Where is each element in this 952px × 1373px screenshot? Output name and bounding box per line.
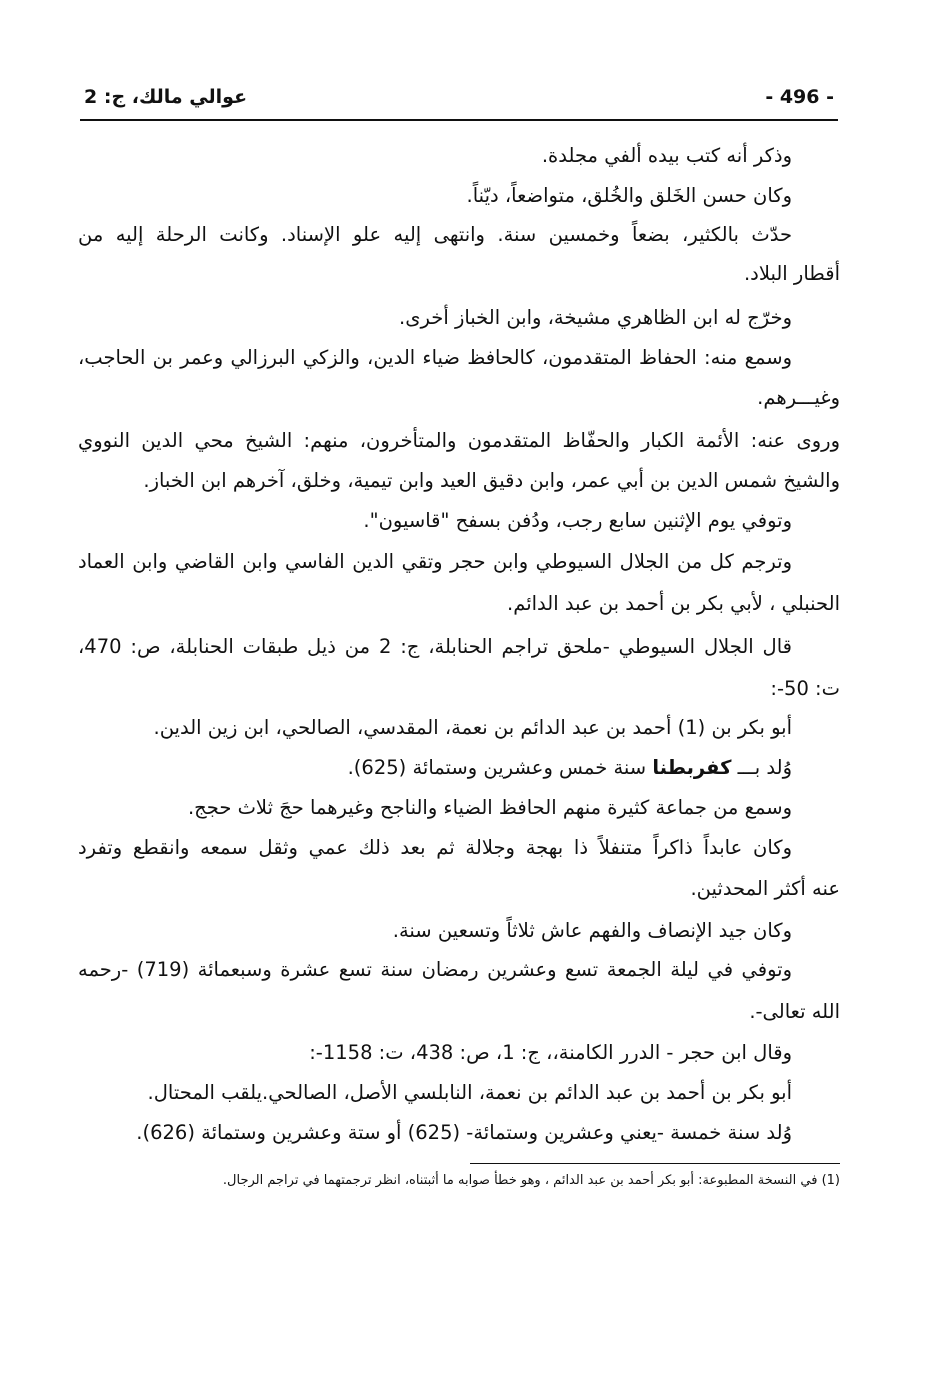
text-line [348,756,792,779]
text-line: وتوفي يوم الإثنين سابع رجب، ودُفن بسفح "قاسيون". [363,509,792,532]
text-line: الحنبلي ، لأبي بكر بن أحمد بن عبد الدائم. [507,592,840,615]
text-line: وغيـــرهم. [757,386,840,409]
text-line: أبو بكر بن (1) أحمد بن عبد الدائم بن نعمة، المقدسي، الصالحي، ابن زين الدين. [153,716,792,739]
footnote-rule [470,1163,840,1164]
text-line: وكان عابداً ذاكراً متنفلاً ذا بهجة وجلالة ثم بعد ذلك عمي وثقل سمعه وانقطع وتفرد [78,836,792,859]
text-line: قال الجلال السيوطي -ملحق تراجم الحنابلة، ج: 2 من ذيل طبقات الحنابلة، ص: 470، [78,635,792,658]
text-line: وخرّج له ابن الظاهري مشيخة، وابن الخباز أخرى. [399,306,792,329]
text-line: أقطار البلاد. [743,262,840,285]
page-number: - 496 - [765,86,834,108]
text-line: وترجم كل من الجلال السيوطي وابن حجر وتقي الدين الفاسي وابن القاضي وابن العماد [78,550,792,573]
text-line: وقال ابن حجر - الدرر الكامنة،، ج: 1، ص: 438، ت: 1158-: [309,1041,792,1064]
text-line: والشيخ شمس الدين بن أبي عمر، وابن دقيق العيد وابن تيمية، وخلق، آخرهم ابن الخباز. [143,469,840,492]
text-line: وسمع منه: الحفاظ المتقدمون، كالحافظ ضياء الدين، والزكي البرزالي وعمر بن الحاجب، [78,346,792,369]
page-header [80,82,838,116]
text-line: وذكر أنه كتب بيده ألفي مجلدة. [541,144,792,167]
text-line: ت: 50-: [770,677,840,700]
text-line: عنه أكثر المحدثين. [690,877,840,900]
footnote: (1) في النسخة المطبوعة: أبو بكر أحمد بن عبد الدائم ، وهو خطأ صوابه ما أثبتناه، انظر ترجمتهما في تراجم الرجال. [222,1173,840,1188]
text-line: وكان حسن الخَلق والخُلق، متواضعاً، ديّناً. [466,184,792,207]
text-line: حدّث بالكثير، بضعاً وخمسين سنة. وانتهى إليه علو الإسناد. وكانت الرحلة إليه من [78,223,792,246]
running-title: عوالي مالك، ج: 2 [84,86,248,108]
text-line-segment: وُلد بـــ [731,756,792,779]
text-line: وتوفي في ليلة الجمعة تسع وعشرين رمضان سنة تسع عشرة وسبعمائة (719) -رحمه [78,958,793,981]
text-line-segment: سنة خمس وعشرين وستمائة (625). [347,756,653,779]
text-line: أبو بكر بن أحمد بن عبد الدائم بن نعمة، النابلسي الأصل، الصالحي.يلقب المحتال. [147,1081,792,1104]
text-line: وروى عنه: الأئمة الكبار والحفّاظ المتقدمون والمتأخرون، منهم: الشيخ محي الدين النووي [78,429,840,452]
text-line: وُلد سنة خمسة -يعني وعشرين وستمائة- (625) أو ستة وعشرين وستمائة (626). [136,1121,792,1144]
text-line: وكان جيد الإنصاف والفهم عاش ثلاثاً وتسعين سنة. [392,919,792,942]
text-line: وسمع من جماعة كثيرة منهم الحافظ الضياء والناجح وغيرهما حجَ ثلاث حجج. [187,796,792,819]
text-line: الله تعالى-. [749,1000,840,1023]
header-rule [80,119,838,121]
place-name: كفربطنا [652,756,732,779]
